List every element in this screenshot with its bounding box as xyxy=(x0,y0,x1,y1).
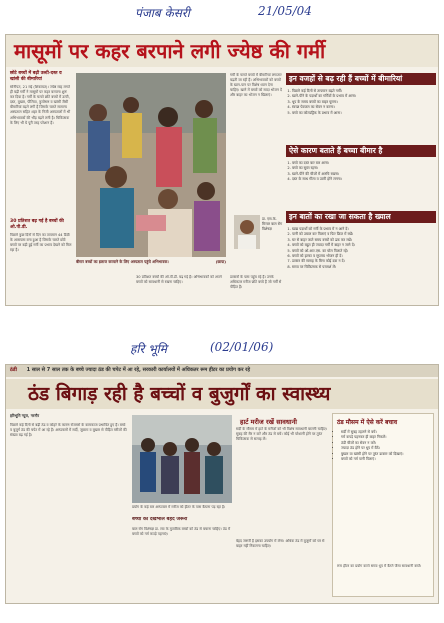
list-item: 4. बच्चों को बहुत ही ज्यादा गर्मी में बाहर न जाने दें। xyxy=(292,243,436,248)
clipping-1-column-3-text: गर्मी के चलते बच्चों में बीमारियां लगातार बढ़ती जा रही हैं। अभिभावकों को बच्चों के खान-पान पर विशेष ध्यान देना चाहिए। खाने में बच्चों को सादा भोजन दें और बाहर का भोजन न खिलाएं। xyxy=(230,73,282,98)
reasons-banner: इन वजहों से बढ़ रही हैं बच्चों में बीमारियां xyxy=(286,73,436,85)
list-item: 8. समय पर चिकित्सक से परामर्श लें। xyxy=(292,265,436,270)
clipping-2-column-mid-2-text: बाल रोग विशेषज्ञ डा. राव के मुताबिक बच्चों को ठंड से बचाना चाहिए। ठंड में बच्चों को गर्म कपड़े पहनाएं। xyxy=(132,527,231,537)
precautions-list xyxy=(286,227,436,270)
cold-tips-footer-text: रूम हीटर का प्रयोग करते समय धूप में बैठने जैसा सावधानी बरतें। xyxy=(337,564,422,568)
children-photo xyxy=(132,415,232,503)
clipping-2-byline: हरिभूमि न्यूज, नरनौर xyxy=(10,413,40,418)
list-item: 4. दस्त के साथ गीला व उल्टी होने लगना। xyxy=(292,177,436,182)
heart-patient-text-2-p: बेहद जरूरी है इसका उपयोग में लेना। अधिक ठंड में बुजुर्गों को घर से बाहर नहीं निकलना चाहिए। xyxy=(236,539,325,549)
clipping-1-bottom-text-2-p: डाक्टरों के पास पहुंच रहे हैं। उनके अधिकतर मरीज छोटे बच्चे हैं जो गर्मी से पीड़ित हैं। xyxy=(230,275,282,290)
list-item: 2. खाने-पीने के पदार्थों का गर्मियों के प्रभाव में आना। xyxy=(292,94,436,99)
clipping-1-subheading-2: 30 प्रतिशत बढ़ गई है बच्चों की ओ.पी.डी. xyxy=(10,219,64,230)
doctor-photo-image xyxy=(234,215,260,249)
handwritten-date: 21/05/04 xyxy=(258,4,312,18)
hospital-photo xyxy=(76,73,226,257)
list-item: 7. डाक्टर की सलाह के बिना कोई दवा न दें। xyxy=(292,259,436,264)
handwritten-source: पंजाब केसरी xyxy=(135,6,190,20)
list-item: 1. बच्चे का दस्त बार बार आना। xyxy=(292,161,436,166)
hospital-photo-image xyxy=(76,73,226,257)
list-item: 5. बच्चे का कोल्डड्रिंक के प्रभाव में आना। xyxy=(292,111,436,116)
doctor-caption: डा. एस.के. मित्तल बाल रोग विशेषज्ञ xyxy=(262,217,283,231)
list-item: • सर्दी में सुबह टहलने से बचें। xyxy=(341,430,431,435)
clipping-1-headline: मासूमों पर कहर बरपाने लगी ज्येष्ठ की गर्मी xyxy=(6,35,438,67)
clipping-2-column-1 xyxy=(10,423,128,598)
hospital-photo-credit: (छाया) xyxy=(215,259,226,264)
list-item: 5. बच्चों को ओ.आर.एस. का घोल पिलाते रहें। xyxy=(292,249,436,254)
clipping-1-column-1 xyxy=(10,85,72,215)
clipping-1-bottom-text-2 xyxy=(230,275,282,301)
clipping-1-subheading-1: छोटे बच्चों में बढ़ी उल्टी-दस्त व खांसी की बीमारियां xyxy=(10,71,62,82)
list-item: 2. पानी को उबाल कर पिलाएं व फिर फ्रिज में रखें। xyxy=(292,232,436,237)
list-item: 3. धूप के समय बच्चों का बाहर घूमना। xyxy=(292,100,436,105)
heart-patient-heading: हार्ट मरीज रखें सावधानी xyxy=(240,418,297,426)
list-item: 6. बच्चों को हल्का व सुपाच्य भोजन ही दें। xyxy=(292,254,436,259)
clipping-1-column-1b-text: पिछले कुछ दिनों से दिन का तापमान 44 डिग्री के आसपास बना हुआ है जिसके चलते छोटे बच्चों पर बढ़ी हुई गर्मी का प्रभाव देखने को मिल रहा है। xyxy=(10,233,72,253)
list-item: • ठंडी चीजों का सेवन न करें। xyxy=(341,441,431,446)
clipping-1-column-1-text: सोनीपत, 21 मई (शिकायत)। ज्येष्ठ माह लगते ही बढ़ी गर्मी ने मासूमों पर कहर बरपाना शुरू कर दिया है। गर्मी के चलते छोटे बच्चों में उल्टी, दस्त, बुखार, पीलिया, कुपोषण व खांसी जैसी बीमारियां बढ़ने लगी हैं जिसके चलते सामान्य अस्पताल सहित शहर के निजी अस्पतालों में भी अभिभावकों की भीड़ बढ़ने लगी है। चिकित्सक के लिए भी ये पूरी तरह परेशान हैं। xyxy=(10,85,71,125)
list-item: 1. पिछले कई दिनों से तापमान बढ़ते गर्मी। xyxy=(292,89,436,94)
hospital-photo-caption xyxy=(76,259,226,271)
clipping-2-headline: ठंड बिगाड़ रही है बच्चों व बुजुर्गों का स्वास्थ्य xyxy=(6,379,438,409)
list-item: 4. स्वच्छ पेयजल का सेवन न करना। xyxy=(292,105,436,110)
heart-patient-text-p: सर्दी के मौसम में हार्ट के मरीजों को भी विशेष सावधानी बरतनी चाहिए। सुबह की सैर न करें और ठंड से बचें। कोई भी परेशानी होने पर तुरंत चिकित्सक से सलाह लें। xyxy=(236,427,328,442)
clipping-1-column-3 xyxy=(230,73,282,213)
children-photo-caption: बच्चों की देखभाल बेहद जरूरी xyxy=(132,517,188,522)
handwritten-date-2: (02/01/06) xyxy=(210,340,274,354)
list-item: 2. बच्चे का सुस्त रहना। xyxy=(292,166,436,171)
cold-tips-heading: ठंड मौसम में ऐसे करें बचाव xyxy=(337,419,398,426)
hospital-photo-caption-text: बीमार बच्चों का इलाज करवाने के लिए अस्पताल पहुंचे अभिभावक। xyxy=(76,259,169,264)
list-item: • बुखार या खांसी होने पर तुरंत डाक्टर को दिखाएं। xyxy=(341,452,431,457)
reasons-list xyxy=(286,89,436,116)
clipping-2-strap xyxy=(6,365,438,377)
list-item: 1. खाद्य पदार्थों को गर्मी के प्रभाव में न आने दें। xyxy=(292,227,436,232)
list-item: 3. खाने-पीने की चीजों में अरुचि रखना। xyxy=(292,172,436,177)
list-item: 3. घर से बाहर जाते समय बच्चों को ढक कर रखें। xyxy=(292,238,436,243)
clipping-2-column-mid-text: प्रयोग के कई बार अस्पताल में मरीज को हीटर के पास बैठाना पड़ रहा है। xyxy=(132,505,226,509)
news-clipping-1 xyxy=(5,34,439,306)
clipping-2-strap-label: ठंडी xyxy=(10,367,17,373)
precautions-banner: इन बातों का रखा जा सकता है ख्याल xyxy=(286,211,436,223)
list-item: • बच्चों को गर्म पानी पिलाएं। xyxy=(341,457,431,462)
cold-tips-box xyxy=(332,413,434,597)
doctor-photo xyxy=(234,215,260,249)
clipping-2-column-mid xyxy=(132,505,232,517)
heart-patient-text-2 xyxy=(236,539,328,597)
list-item: • ज्यादा ठंड होने पर धूप में बैठें। xyxy=(341,446,431,451)
clipping-1-bottom-text-1-p: 30 प्रतिशत बच्चों की ओ.पी.डी. बढ़ गई है। अभिभावकों को अपने बच्चों को सावधानी से रखना चाहिए। xyxy=(136,275,222,285)
children-photo-image xyxy=(132,415,232,503)
cold-tips-list xyxy=(335,430,431,462)
cold-tips-footer xyxy=(337,564,431,594)
news-clipping-2 xyxy=(5,364,439,604)
handwritten-source-2: हरि भूमि xyxy=(130,342,167,356)
clipping-1-bottom-text-1 xyxy=(136,275,226,301)
symptoms-banner: ऐसे कारण बताते हैं बच्चा बीमार है xyxy=(286,145,436,157)
heart-patient-text xyxy=(236,427,328,537)
clipping-1-column-1b xyxy=(10,233,72,279)
symptoms-list xyxy=(286,161,436,183)
clipping-2-column-mid-2 xyxy=(132,527,232,597)
clipping-2-strap-text: 1 साल से 7 साल तक के बच्चे ज्यादा ठंड की चपेट में आ रहे, सरकारी कार्यालयों में अधिकतर रूम हीटर का प्रयोग कर रहे xyxy=(26,367,250,373)
list-item: • गर्म कपड़े पहनकर ही बाहर निकलें। xyxy=(341,435,431,440)
clipping-2-column-1-text: पिछले कई दिनों से बढ़ी ठंड व कोहरे के कारण रोजमर्रा के कामकाज प्रभावित हुए हैं। बच्चे व बुजुर्ग ठंड की चपेट में आ रहे हैं। अस्पतालों में सर्दी, जुकाम व बुखार से पीड़ित मरीजों की संख्या बढ़ गई है। xyxy=(10,423,127,438)
